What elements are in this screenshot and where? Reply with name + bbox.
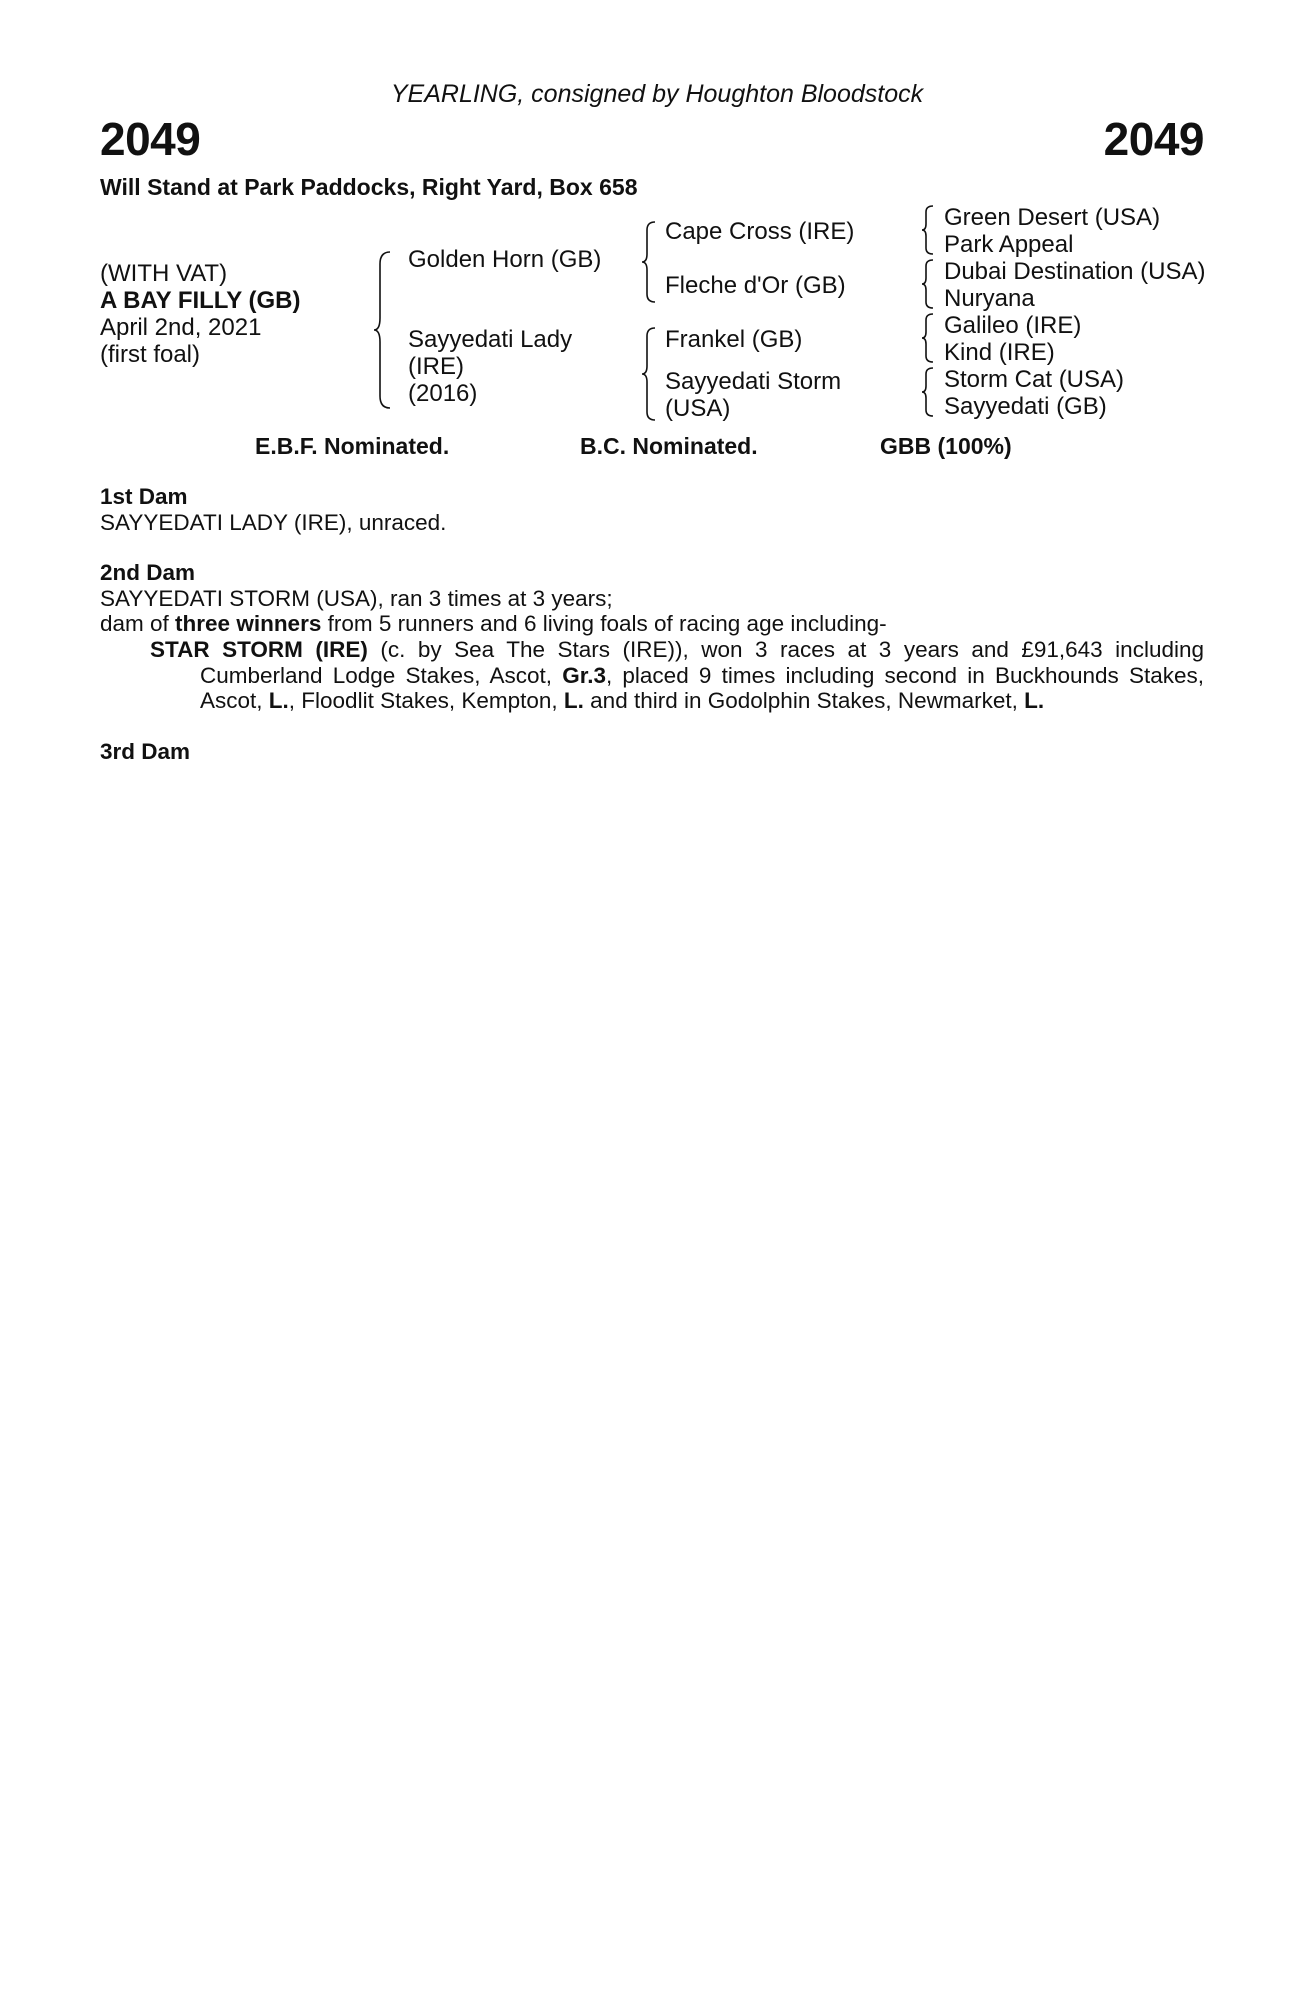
third-dam-heading: 3rd Dam [100, 738, 191, 764]
ped-sdd: Nuryana [944, 285, 1035, 312]
sire-sire: Cape Cross (IRE) [665, 218, 855, 245]
brace-ss [920, 204, 936, 256]
ped-sds: Dubai Destination (USA) [944, 258, 1206, 285]
brace-dd [920, 366, 936, 418]
dam-dam-line2: (USA) [665, 395, 731, 422]
horse-name: A BAY FILLY (GB) [100, 287, 301, 314]
sire-brace [640, 220, 658, 304]
dam-sire: Frankel (GB) [665, 326, 803, 353]
ped-dss: Galileo (IRE) [944, 312, 1082, 339]
dam-name-line1: Sayyedati Lady [408, 326, 573, 353]
gbb-rating: GBB (100%) [880, 433, 1012, 459]
second-dam-line2: dam of three winners from 5 runners and 6 living foals of racing age including- [100, 611, 887, 637]
dam-dam-line1: Sayyedati Storm [665, 368, 842, 395]
dam-name-line3: (2016) [408, 380, 478, 407]
star-storm-entry: STAR STORM (IRE) (c. by Sea The Stars (IRE)), won 3 races at 3 years and £91,643 including Cumberland Lodge Stakes, Ascot, Gr.3, placed 9 times including second in Buckhounds Stakes, Ascot, L., Floodlit Stakes, Kempton, L. and third in Godolphin Stakes, Newmarket, L. [150, 636, 1204, 714]
second-dam-heading: 2nd Dam [100, 560, 196, 586]
ped-sss: Green Desert (USA) [944, 204, 1161, 231]
sire-name: Golden Horn (GB) [408, 246, 602, 273]
foaling-date: April 2nd, 2021 [100, 314, 262, 341]
vat-label: (WITH VAT) [100, 260, 228, 287]
lot-number-left: 2049 [100, 113, 201, 165]
first-dam-text: SAYYEDATI LADY (IRE), unraced. [100, 509, 447, 535]
consignor-line: YEARLING, consigned by Houghton Bloodstock [390, 80, 924, 108]
lot-number-right: 2049 [1103, 113, 1204, 165]
foal-note: (first foal) [100, 341, 201, 368]
stand-location: Will Stand at Park Paddocks, Right Yard, Box 658 [100, 174, 638, 200]
ped-ssd: Park Appeal [944, 231, 1074, 258]
ped-dds: Storm Cat (USA) [944, 366, 1125, 393]
bc-nomination: B.C. Nominated. [580, 433, 758, 459]
dam-brace [640, 326, 658, 422]
brace-sd [920, 258, 936, 310]
main-brace [372, 250, 394, 410]
catalogue-body [100, 484, 1204, 764]
ebf-nomination: E.B.F. Nominated. [255, 433, 450, 459]
ped-ddd: Sayyedati (GB) [944, 393, 1107, 420]
first-dam-heading: 1st Dam [100, 484, 188, 509]
brace-ds [920, 312, 936, 364]
dam-name-line2: (IRE) [408, 353, 464, 380]
sire-dam: Fleche d'Or (GB) [665, 272, 846, 299]
ped-dsd: Kind (IRE) [944, 339, 1055, 366]
second-dam-line1: SAYYEDATI STORM (USA), ran 3 times at 3 years; [100, 585, 613, 611]
